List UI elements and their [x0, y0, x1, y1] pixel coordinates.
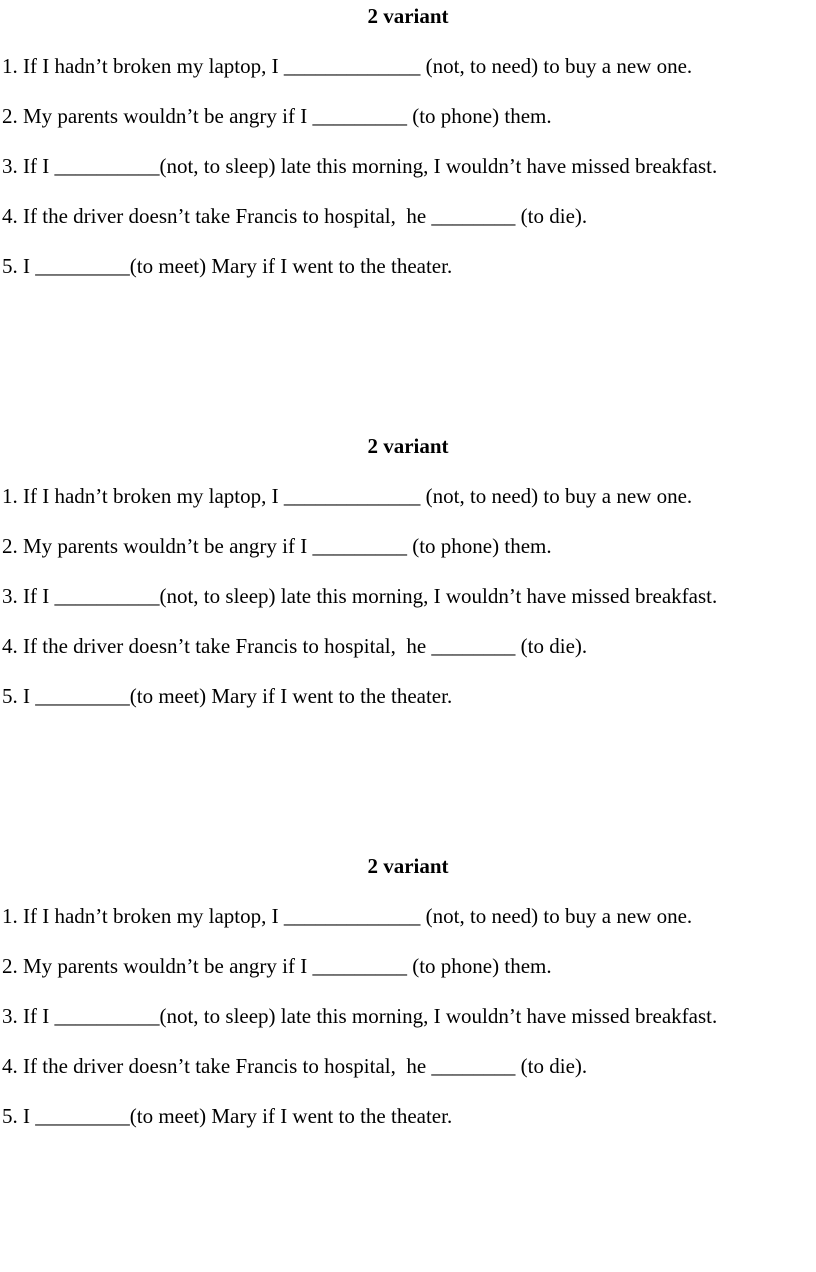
- exercise-item-5: 5. I _________(to meet) Mary if I went to the theater.: [2, 254, 453, 278]
- worksheet-title: 2 variant: [367, 854, 449, 878]
- exercise-item-3: 3. If I __________(not, to sleep) late this morning, I wouldn’t have missed breakfast.: [2, 154, 718, 178]
- exercise-item-5: 5. I _________(to meet) Mary if I went to the theater.: [2, 684, 453, 708]
- exercise-item-3: 3. If I __________(not, to sleep) late this morning, I wouldn’t have missed breakfast.: [2, 584, 718, 608]
- exercise-item-4: 4. If the driver doesn’t take Francis to hospital, he ________ (to die).: [2, 204, 588, 228]
- worksheet-1: [0, 0, 816, 282]
- exercise-item-2: 2. My parents wouldn’t be angry if I _________ (to phone) them.: [2, 104, 552, 128]
- exercise-item-1: 1. If I hadn’t broken my laptop, I _____________ (not, to need) to buy a new one.: [2, 54, 693, 78]
- exercise-item-4: 4. If the driver doesn’t take Francis to hospital, he ________ (to die).: [2, 1054, 588, 1078]
- exercise-item-2: 2. My parents wouldn’t be angry if I _________ (to phone) them.: [2, 954, 552, 978]
- worksheet-title: 2 variant: [367, 434, 449, 458]
- exercise-item-4: 4. If the driver doesn’t take Francis to hospital, he ________ (to die).: [2, 634, 588, 658]
- exercise-item-1: 1. If I hadn’t broken my laptop, I _____________ (not, to need) to buy a new one.: [2, 484, 693, 508]
- worksheet-title: 2 variant: [367, 4, 449, 28]
- worksheet-3: [0, 850, 816, 1132]
- exercise-item-1: 1. If I hadn’t broken my laptop, I _____________ (not, to need) to buy a new one.: [2, 904, 693, 928]
- exercise-item-3: 3. If I __________(not, to sleep) late this morning, I wouldn’t have missed breakfast.: [2, 1004, 718, 1028]
- exercise-item-5: 5. I _________(to meet) Mary if I went to the theater.: [2, 1104, 453, 1128]
- worksheet-2: [0, 430, 816, 712]
- exercise-item-2: 2. My parents wouldn’t be angry if I _________ (to phone) them.: [2, 534, 552, 558]
